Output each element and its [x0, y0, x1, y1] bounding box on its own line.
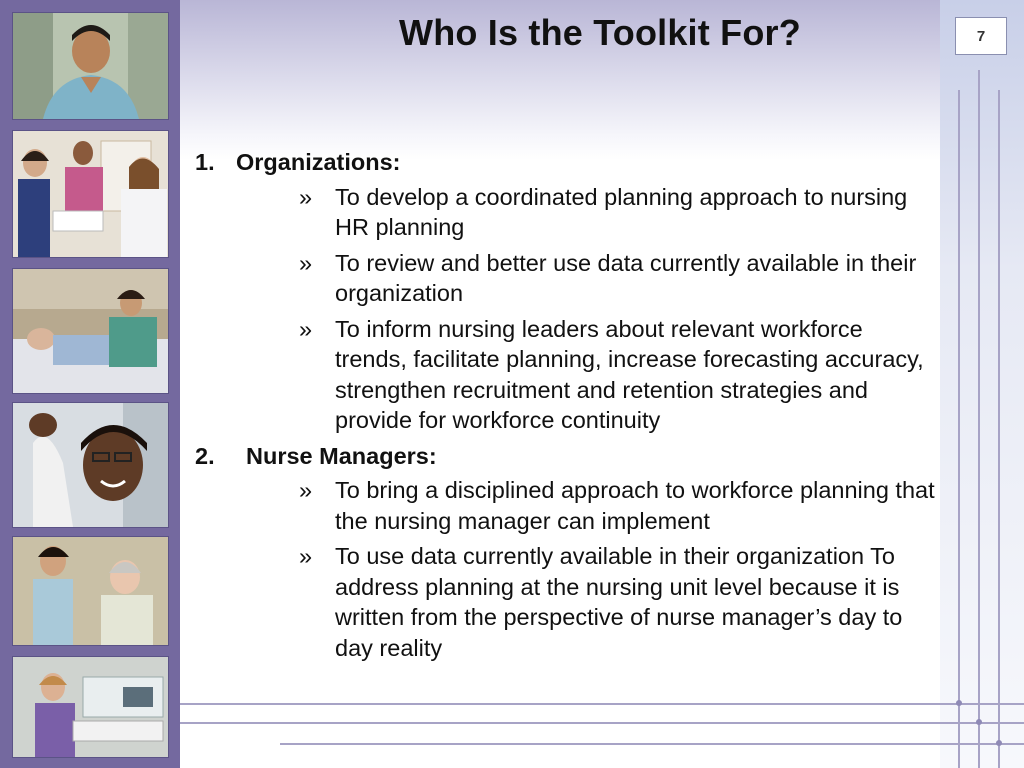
- bullet-mark: »: [299, 315, 313, 342]
- decorative-dot: [956, 700, 962, 706]
- decorative-dot: [996, 740, 1002, 746]
- decorative-line: [958, 90, 960, 768]
- decorative-line: [978, 70, 980, 768]
- list-item: [299, 248, 940, 309]
- decorative-line: [180, 722, 1024, 724]
- nurse-in-neonatal-unit-photo: [12, 656, 169, 758]
- bullet-text: To bring a disciplined approach to workforce planning that the nursing manager can implement: [335, 477, 935, 534]
- list-item: [299, 182, 940, 243]
- decorative-line: [998, 90, 1000, 768]
- section-number: 2.: [195, 442, 215, 469]
- smiling-nurse-photo: [12, 402, 169, 528]
- male-nurse-in-hallway-photo: [12, 12, 169, 120]
- bullet-text: To use data currently available in their organization To address planning at the nursing unit level because it is written from the perspective of nurse manager’s day to day reality: [335, 543, 903, 661]
- list-item: [299, 541, 940, 663]
- nurses-with-patient-chart-photo: [12, 130, 169, 258]
- bullet-text: To develop a coordinated planning approach to nursing HR planning: [335, 183, 908, 240]
- bullet-text: To review and better use data currently available in their organization: [335, 249, 917, 306]
- section-title: Organizations:: [236, 149, 401, 175]
- list-item: [299, 314, 940, 436]
- section-heading: [195, 441, 940, 472]
- nurse-with-elderly-woman-photo: [12, 536, 169, 646]
- list-item: [299, 475, 940, 536]
- section-heading: [195, 147, 940, 178]
- slide-number: 7: [955, 17, 1007, 55]
- nurse-with-patient-in-bed-photo: [12, 268, 169, 394]
- bullet-mark: »: [299, 543, 313, 569]
- photo-strip: [0, 0, 180, 768]
- decorative-line: [280, 743, 1024, 745]
- decorative-dot: [976, 719, 982, 725]
- slide-title: Who Is the Toolkit For?: [399, 12, 801, 53]
- bullet-text: To inform nursing leaders about relevant workforce trends, facilitate planning, increase forecasting accuracy, strengthen recruitment and retention strategies and provide for workforce continuity: [335, 315, 924, 433]
- bullet-mark: »: [299, 477, 313, 503]
- decorative-line: [180, 703, 1024, 705]
- slide-body: [195, 145, 940, 668]
- section-number: 1.: [195, 149, 215, 175]
- section-title: Nurse Managers:: [246, 442, 437, 469]
- right-decorative-panel: [940, 0, 1024, 768]
- bullet-mark: »: [299, 183, 313, 210]
- bullet-mark: »: [299, 249, 313, 276]
